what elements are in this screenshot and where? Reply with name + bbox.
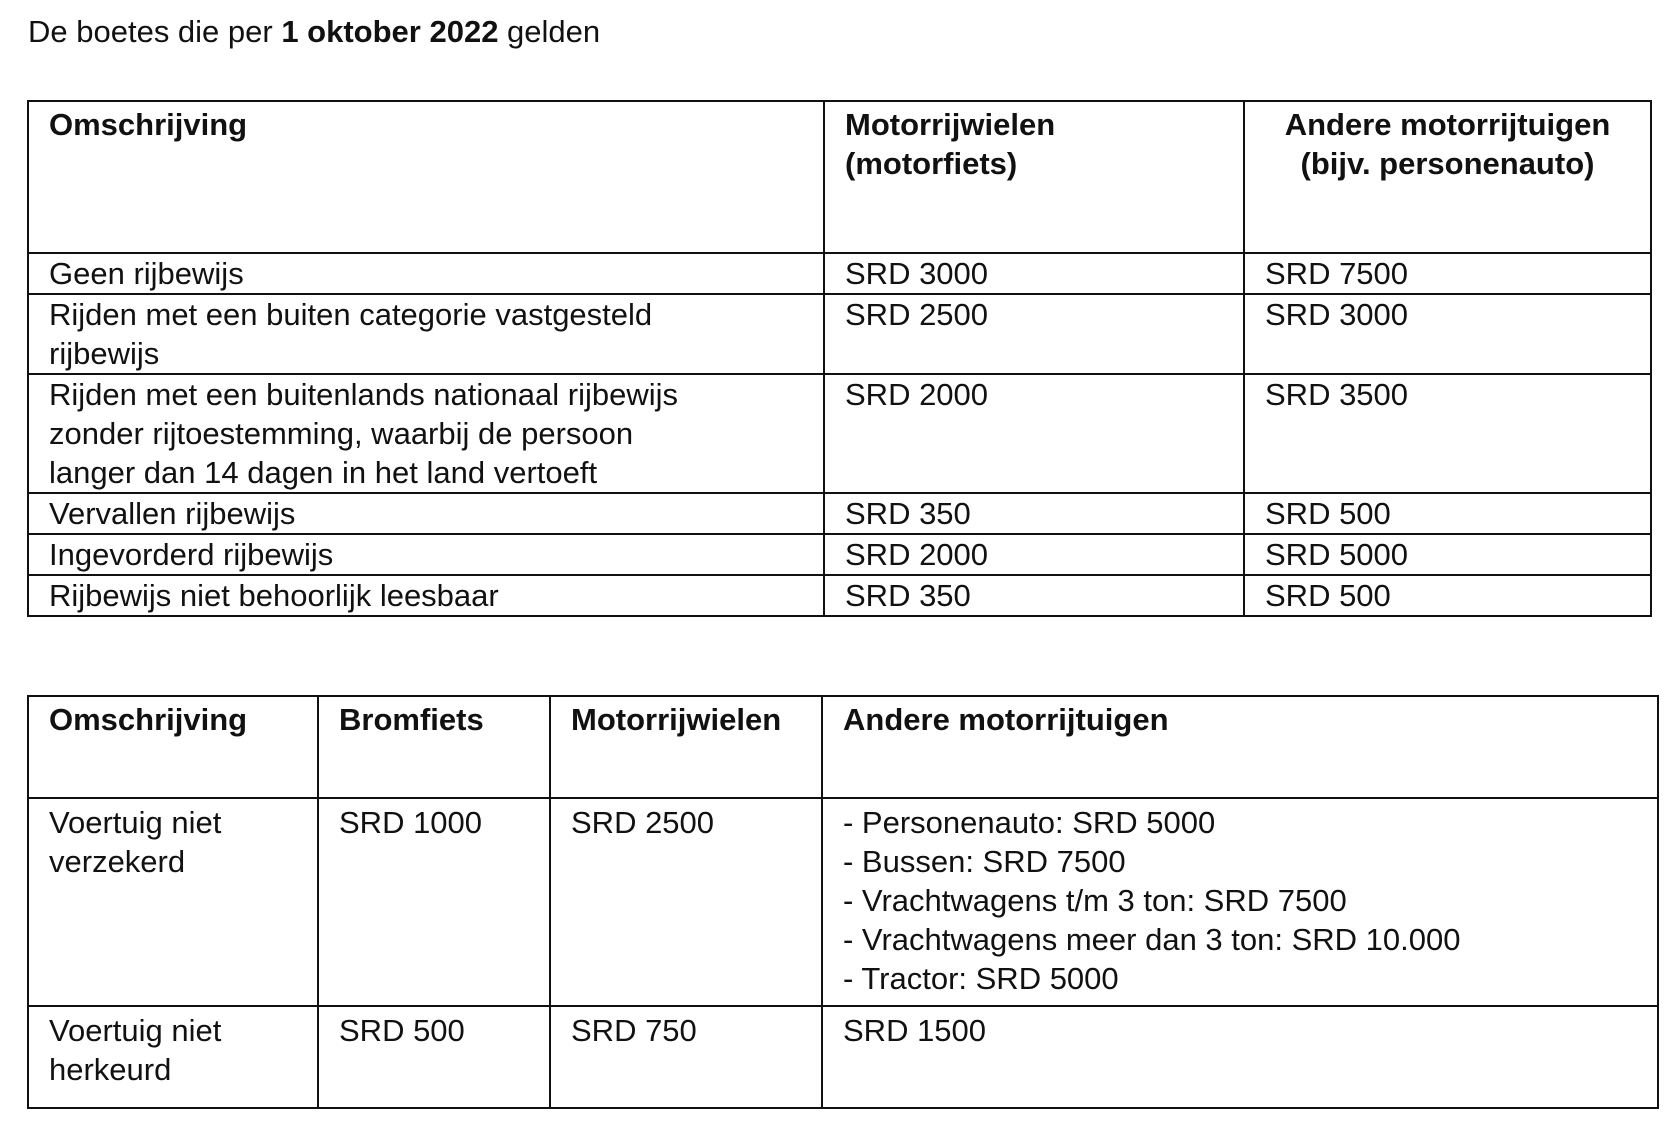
header-bromfiets: Bromfiets: [318, 696, 550, 798]
intro-date: 1 oktober 2022: [281, 14, 499, 49]
license-fines-table: [27, 100, 1652, 617]
row-fine-bromfiets: SRD 500: [318, 1006, 550, 1108]
intro-suffix: gelden: [498, 14, 601, 49]
table-row: [28, 374, 1651, 493]
intro-prefix: De boetes die per: [28, 14, 282, 49]
intro-text: [28, 12, 600, 52]
header-omschrijving: Omschrijving: [28, 696, 318, 798]
header-omschrijving: Omschrijving: [28, 101, 824, 253]
list-item: - Bussen: SRD 7500: [843, 844, 1126, 879]
row-description: Vervallen rijbewijs: [28, 493, 824, 534]
row-fine-motorrijwielen: SRD 2500: [550, 798, 822, 1006]
row-fine-motorrijwielen: SRD 2000: [824, 534, 1244, 575]
row-fine-andere: SRD 500: [1244, 575, 1651, 616]
table-header-row: [28, 696, 1658, 798]
list-item: - Personenauto: SRD 5000: [843, 805, 1216, 840]
row-fine-andere: SRD 3000: [1244, 294, 1651, 374]
row-fine-bromfiets: SRD 1000: [318, 798, 550, 1006]
list-item: - Vrachtwagens meer dan 3 ton: SRD 10.000: [843, 922, 1461, 957]
table-row: [28, 575, 1651, 616]
row-description: Voertuig niet verzekerd: [28, 798, 318, 1006]
row-fine-andere: SRD 5000: [1244, 534, 1651, 575]
vehicle-fines-table: [27, 695, 1659, 1109]
row-description: Rijden met een buiten categorie vastgesteld rijbewijs: [28, 294, 824, 374]
list-item: - Tractor: SRD 5000: [843, 961, 1119, 996]
table-row: [28, 534, 1651, 575]
row-fine-motorrijwielen: SRD 2000: [824, 374, 1244, 493]
row-description: Geen rijbewijs: [28, 253, 824, 294]
row-fine-motorrijwielen: SRD 350: [824, 493, 1244, 534]
row-fine-motorrijwielen: SRD 3000: [824, 253, 1244, 294]
row-fine-motorrijwielen: SRD 350: [824, 575, 1244, 616]
row-description: Rijbewijs niet behoorlijk leesbaar: [28, 575, 824, 616]
row-fine-motorrijwielen: SRD 750: [550, 1006, 822, 1108]
row-fine-andere: SRD 1500: [822, 1006, 1658, 1108]
row-fine-motorrijwielen: SRD 2500: [824, 294, 1244, 374]
row-fine-andere: SRD 3500: [1244, 374, 1651, 493]
table-row: [28, 493, 1651, 534]
header-motorrijwielen: Motorrijwielen (motorfiets): [824, 101, 1244, 253]
table-row: [28, 294, 1651, 374]
header-andere-motorrijtuigen: Andere motorrijtuigen (bijv. personenauto): [1244, 101, 1651, 253]
row-description: Ingevorderd rijbewijs: [28, 534, 824, 575]
row-fine-andere-list: [822, 798, 1658, 1006]
header-motorrijwielen: Motorrijwielen: [550, 696, 822, 798]
row-description: Voertuig niet herkeurd: [28, 1006, 318, 1108]
table-row: [28, 253, 1651, 294]
row-description: Rijden met een buitenlands nationaal rijbewijs zonder rijtoestemming, waarbij de persoon langer dan 14 dagen in het land vertoeft: [28, 374, 824, 493]
row-fine-andere: SRD 7500: [1244, 253, 1651, 294]
table-header-row: [28, 101, 1651, 253]
table-row: [28, 798, 1658, 1006]
row-fine-andere: SRD 500: [1244, 493, 1651, 534]
list-item: - Vrachtwagens t/m 3 ton: SRD 7500: [843, 883, 1347, 918]
header-andere-motorrijtuigen: Andere motorrijtuigen: [822, 696, 1658, 798]
table-row: [28, 1006, 1658, 1108]
